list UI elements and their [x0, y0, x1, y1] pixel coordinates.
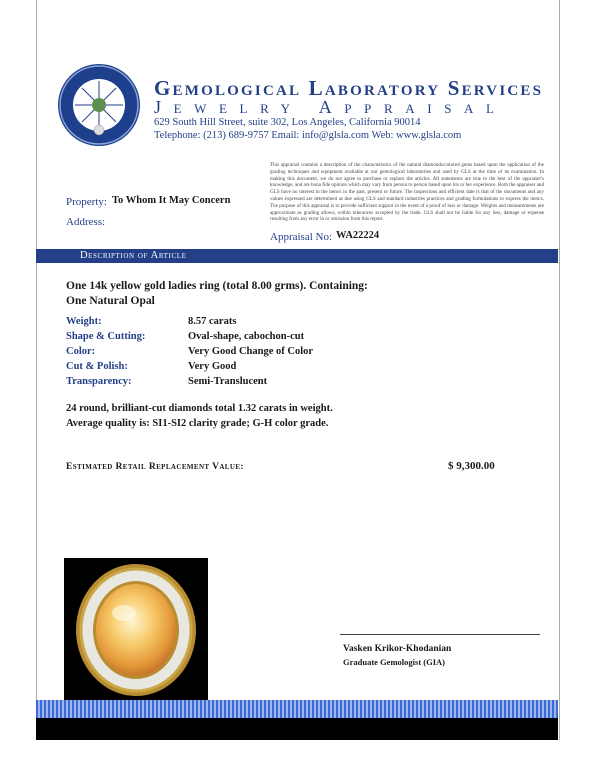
signer-name: Vasken Krikor-Khodanian — [343, 644, 452, 654]
gls-seal-logo — [58, 64, 140, 146]
appraisal-number-label: Appraisal No: — [270, 231, 333, 243]
property-value: To Whom It May Concern — [112, 195, 231, 206]
estimate-label: Estimated Retail Replacement Value: — [66, 462, 244, 472]
document-subtitle: Jewelry Appraisal — [154, 97, 507, 117]
signer-title: Graduate Gemologist (GIA) — [343, 657, 445, 667]
property-label: Property: — [66, 196, 107, 208]
spec-value-color: Very Good Change of Color — [188, 346, 314, 357]
diamond-line: 24 round, brilliant-cut diamonds total 1.32 carats in weight. — [66, 403, 333, 414]
address-label: Address: — [66, 216, 106, 228]
description-line: One Natural Opal — [66, 295, 155, 307]
footer-stripe — [36, 700, 558, 718]
footer-bar — [36, 718, 558, 740]
appraisal-number-value: WA22224 — [336, 230, 380, 241]
spec-value-transparency: Semi-Translucent — [188, 376, 268, 387]
signature-line — [340, 634, 540, 635]
spec-label-cut-polish: Cut & Polish: — [66, 361, 128, 372]
spec-label-transparency: Transparency: — [66, 376, 132, 387]
spec-value-weight: 8.57 carats — [188, 316, 237, 327]
company-name: Gemological Laboratory Services — [154, 76, 544, 100]
spec-label-color: Color: — [66, 346, 96, 357]
section-title: Description of Article — [80, 250, 187, 261]
spec-value-shape: Oval-shape, cabochon-cut — [188, 331, 305, 342]
spec-label-shape: Shape & Cutting: — [66, 331, 146, 342]
spec-value-cut-polish: Very Good — [188, 361, 237, 372]
disclaimer-text: This appraisal contains a description of the characteristics of the natural diamonds/colored gems based upon the application of the grading techniques and equipment available at our gemological laboratories and used by GLS at the time of its examination. In making this document, we do not agree to purchase or replace the articles. All statements are true to the best of the appraiser's knowledge, and are bona fide opinion which may vary from person to person based upon his or her experience. Both the appraiser and GLS have no interest in the item/s in the past, present or future. The inspections and efficient date is that of the documents and any values expressed are determined as due using GLS and standard industries practices and grading formulations to express the item/s. The purpose of this appraisal is to provide sufficient support in the event of a proof of loss or damage. Weights and measurements are approximate as grading allows, within tolerances accepted by the trade. GLS shall not be liable for any loss, damage or expense resulting from any error in or omission from this report. — [270, 162, 544, 223]
description-line: One 14k yellow gold ladies ring (total 8.00 grms). Containing: — [66, 280, 368, 292]
company-address: 629 South Hill Street, suite 302, Los Angeles, California 90014 — [154, 117, 421, 128]
company-contact: Telephone: (213) 689-9757 Email: info@glsla.com Web: www.glsla.com — [154, 130, 462, 141]
diamond-line: Average quality is: SI1-SI2 clarity grade; G-H color grade. — [66, 418, 329, 429]
estimate-value: $ 9,300.00 — [448, 460, 495, 472]
ring-photo — [64, 558, 208, 702]
spec-label-weight: Weight: — [66, 316, 102, 327]
section-header-bar — [36, 249, 558, 263]
